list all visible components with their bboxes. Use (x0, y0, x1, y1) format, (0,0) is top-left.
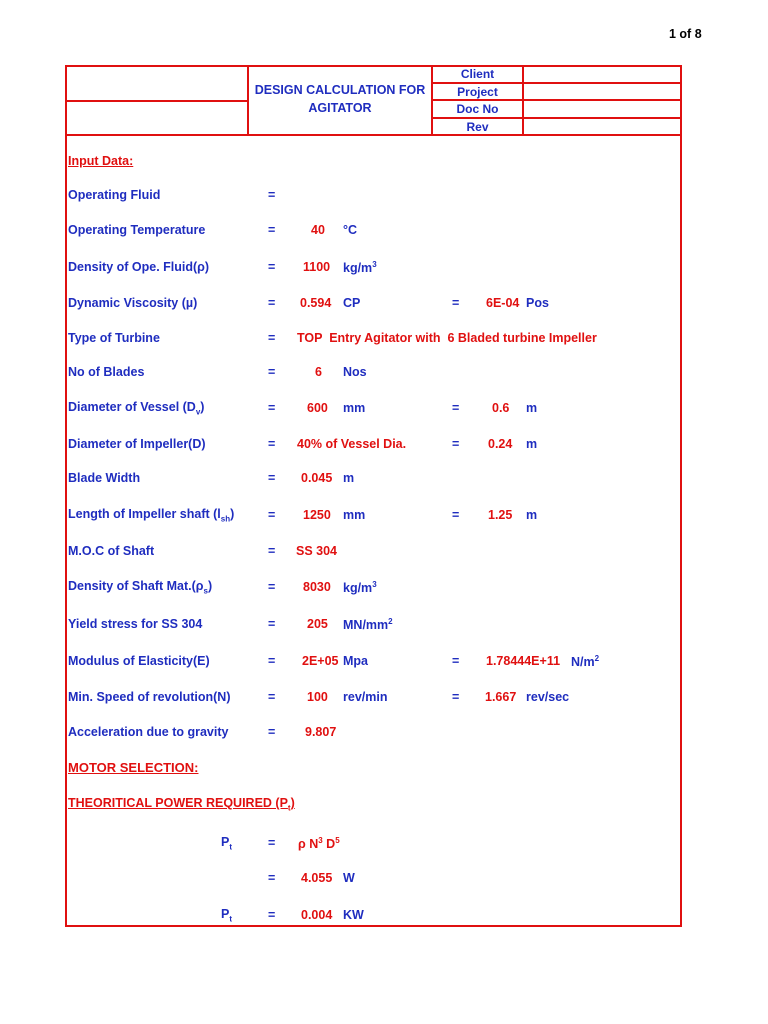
row-yield-unit-text: MN/mm (343, 618, 389, 633)
row-speed-value2: 1.667 (485, 690, 517, 704)
section-input-data: Input Data: (68, 154, 134, 168)
row-vessel-dia-label-text: Diameter of Vessel (D (68, 400, 196, 414)
row-viscosity-label: Dynamic Viscosity (µ) (68, 296, 198, 310)
row-fluid-label: Operating Fluid (68, 188, 161, 202)
row-yield-eq: = (268, 617, 276, 631)
row-speed-unit: rev/min (343, 690, 388, 704)
row-density-unit (343, 260, 377, 275)
row-shaft-density-value: 8030 (303, 580, 331, 594)
calc-formula (298, 836, 340, 851)
row-blade-width-eq: = (268, 471, 276, 485)
row-shaft-len-eq2: = (452, 508, 460, 522)
row-impeller-dia-value2: 0.24 (488, 437, 513, 451)
header-field-client: Client (460, 67, 495, 81)
row-temp-value: 40 (311, 223, 325, 237)
row-modulus-eq2: = (452, 654, 460, 668)
row-vessel-dia-value: 600 (307, 401, 328, 415)
row-vessel-dia-value2: 0.6 (492, 401, 510, 415)
section-motor-selection: MOTOR SELECTION: (68, 760, 199, 775)
doc-title-line1: DESIGN CALCULATION FOR (254, 83, 426, 97)
page-number: 1 of 8 (669, 27, 702, 41)
row-temp-eq: = (268, 223, 276, 237)
row-gravity-eq: = (268, 725, 276, 739)
row-vessel-dia-label (68, 400, 204, 417)
row-moc-label: M.O.C of Shaft (68, 544, 155, 558)
row-speed-eq: = (268, 690, 276, 704)
calc-pt-label-2 (221, 907, 232, 924)
row-turbine-value: TOP Entry Agitator with 6 Bladed turbine Impeller (297, 331, 597, 345)
row-shaft-len-value2: 1.25 (488, 508, 513, 522)
row-shaft-density-label-text: Density of Shaft Mat.(ρ (68, 579, 204, 593)
row-modulus-label: Modulus of Elasticity(E) (68, 654, 210, 668)
row-impeller-dia-eq2: = (452, 437, 460, 451)
row-temp-label: Operating Temperature (68, 223, 206, 237)
row-vessel-dia-unit2: m (526, 401, 538, 415)
row-moc-value: SS 304 (296, 544, 338, 558)
row-modulus-value: 2E+05 (302, 654, 339, 668)
row-impeller-dia-unit2: m (526, 437, 538, 451)
row-viscosity-value2: 6E-04 (486, 296, 520, 310)
row-modulus-eq: = (268, 654, 276, 668)
calc-w-eq: = (268, 871, 276, 885)
row-vessel-dia-eq2: = (452, 401, 460, 415)
calc-formula-sup2: 5 (335, 836, 340, 845)
row-fluid-eq: = (268, 188, 276, 202)
row-speed-value: 100 (307, 690, 328, 704)
row-vessel-dia-eq: = (268, 401, 276, 415)
header-field-doc-no: Doc No (456, 102, 499, 116)
row-shaft-density-label-sub: s (203, 586, 208, 596)
row-vessel-dia-unit: mm (343, 401, 366, 415)
row-shaft-len-label (68, 507, 234, 524)
row-modulus-unit: Mpa (343, 654, 368, 668)
row-blade-width-label: Blade Width (68, 471, 141, 485)
row-gravity-value: 9.807 (305, 725, 337, 739)
row-turbine-label: Type of Turbine (68, 331, 160, 345)
row-blades-eq: = (268, 365, 276, 379)
row-speed-unit2: rev/sec (526, 690, 570, 704)
header-field-rev: Rev (466, 119, 489, 134)
doc-title-line2: AGITATOR (308, 101, 372, 115)
calc-pt-label-1 (221, 835, 232, 852)
row-density-eq: = (268, 260, 276, 274)
row-vessel-dia-label-sub: v (195, 407, 201, 417)
row-density-unit-text: kg/m (343, 261, 373, 276)
row-yield-unit-sup: 2 (388, 617, 393, 626)
calc-unit-kw: KW (343, 908, 364, 922)
row-modulus-value2: 1.78444E+11 (486, 654, 561, 668)
calc-formula-a: ρ N (298, 837, 319, 852)
section-power-sub: t (287, 803, 291, 813)
row-density-value: 1100 (303, 260, 331, 274)
section-theoretical-power (68, 796, 295, 813)
row-shaft-density-unit-text: kg/m (343, 581, 373, 596)
row-viscosity-unit: CP (343, 296, 361, 310)
row-blades-label: No of Blades (68, 365, 145, 379)
row-speed-eq2: = (452, 690, 460, 704)
calc-formula-eq: = (268, 836, 276, 850)
row-viscosity-value: 0.594 (300, 296, 332, 310)
row-shaft-density-unit (343, 580, 377, 595)
row-shaft-len-eq: = (268, 508, 276, 522)
row-impeller-dia-value: 40% of Vessel Dia. (297, 437, 407, 451)
calc-pt-sub-2: t (229, 914, 233, 924)
calc-value-w: 4.055 (301, 871, 333, 885)
row-impeller-dia-label: Diameter of Impeller(D) (68, 437, 206, 451)
row-viscosity-eq: = (268, 296, 276, 310)
row-speed-label: Min. Speed of revolution(N) (68, 690, 231, 704)
header-field-project: Project (457, 84, 498, 99)
row-blade-width-value: 0.045 (301, 471, 333, 485)
row-shaft-len-label-sub: sh (220, 514, 231, 524)
row-modulus-unit2-text: N/m (571, 655, 595, 670)
calc-formula-sup1: 3 (318, 836, 323, 845)
row-yield-value: 205 (307, 617, 328, 631)
row-gravity-label: Acceleration due to gravity (68, 725, 229, 739)
row-shaft-density-label-end: ) (207, 579, 213, 593)
header-bottom-line (65, 134, 682, 136)
row-shaft-len-unit: mm (343, 508, 366, 522)
row-shaft-len-label-end: ) (230, 507, 235, 521)
row-viscosity-unit2: Pos (526, 296, 549, 310)
row-vessel-dia-label-end: ) (200, 400, 205, 414)
row-shaft-density-eq: = (268, 580, 276, 594)
row-shaft-density-unit-sup: 3 (372, 580, 377, 589)
row-shaft-density-label (68, 579, 212, 596)
row-moc-eq: = (268, 544, 276, 558)
calc-formula-b: D (322, 837, 336, 852)
row-yield-label: Yield stress for SS 304 (68, 617, 203, 631)
row-shaft-len-label-text: Length of Impeller shaft (l (68, 507, 221, 521)
calc-value-kw: 0.004 (301, 908, 333, 922)
row-density-unit-sup: 3 (372, 260, 377, 269)
row-shaft-len-unit2: m (526, 508, 538, 522)
row-temp-unit: °C (343, 223, 358, 237)
row-modulus-unit2-sup: 2 (594, 654, 600, 663)
calc-unit-w: W (343, 871, 355, 885)
row-blade-width-unit: m (343, 471, 355, 485)
row-impeller-dia-eq: = (268, 437, 276, 451)
calc-pt-p-2: P (221, 907, 230, 921)
row-turbine-eq: = (268, 331, 276, 345)
row-shaft-len-value: 1250 (303, 508, 331, 522)
row-modulus-unit2 (571, 654, 599, 669)
row-yield-unit (343, 617, 393, 632)
section-power-text: THEORITICAL POWER REQUIRED (P (68, 796, 288, 810)
row-viscosity-eq2: = (452, 296, 460, 310)
section-power-end: ) (290, 796, 295, 810)
row-density-label: Density of Ope. Fluid(ρ) (68, 260, 210, 274)
calc-pt-sub-1: t (229, 842, 233, 852)
row-blades-value: 6 (315, 365, 322, 379)
row-blades-unit: Nos (343, 365, 367, 379)
calc-kw-eq: = (268, 908, 276, 922)
header-left-split (65, 100, 248, 102)
calc-pt-p-1: P (221, 835, 230, 849)
